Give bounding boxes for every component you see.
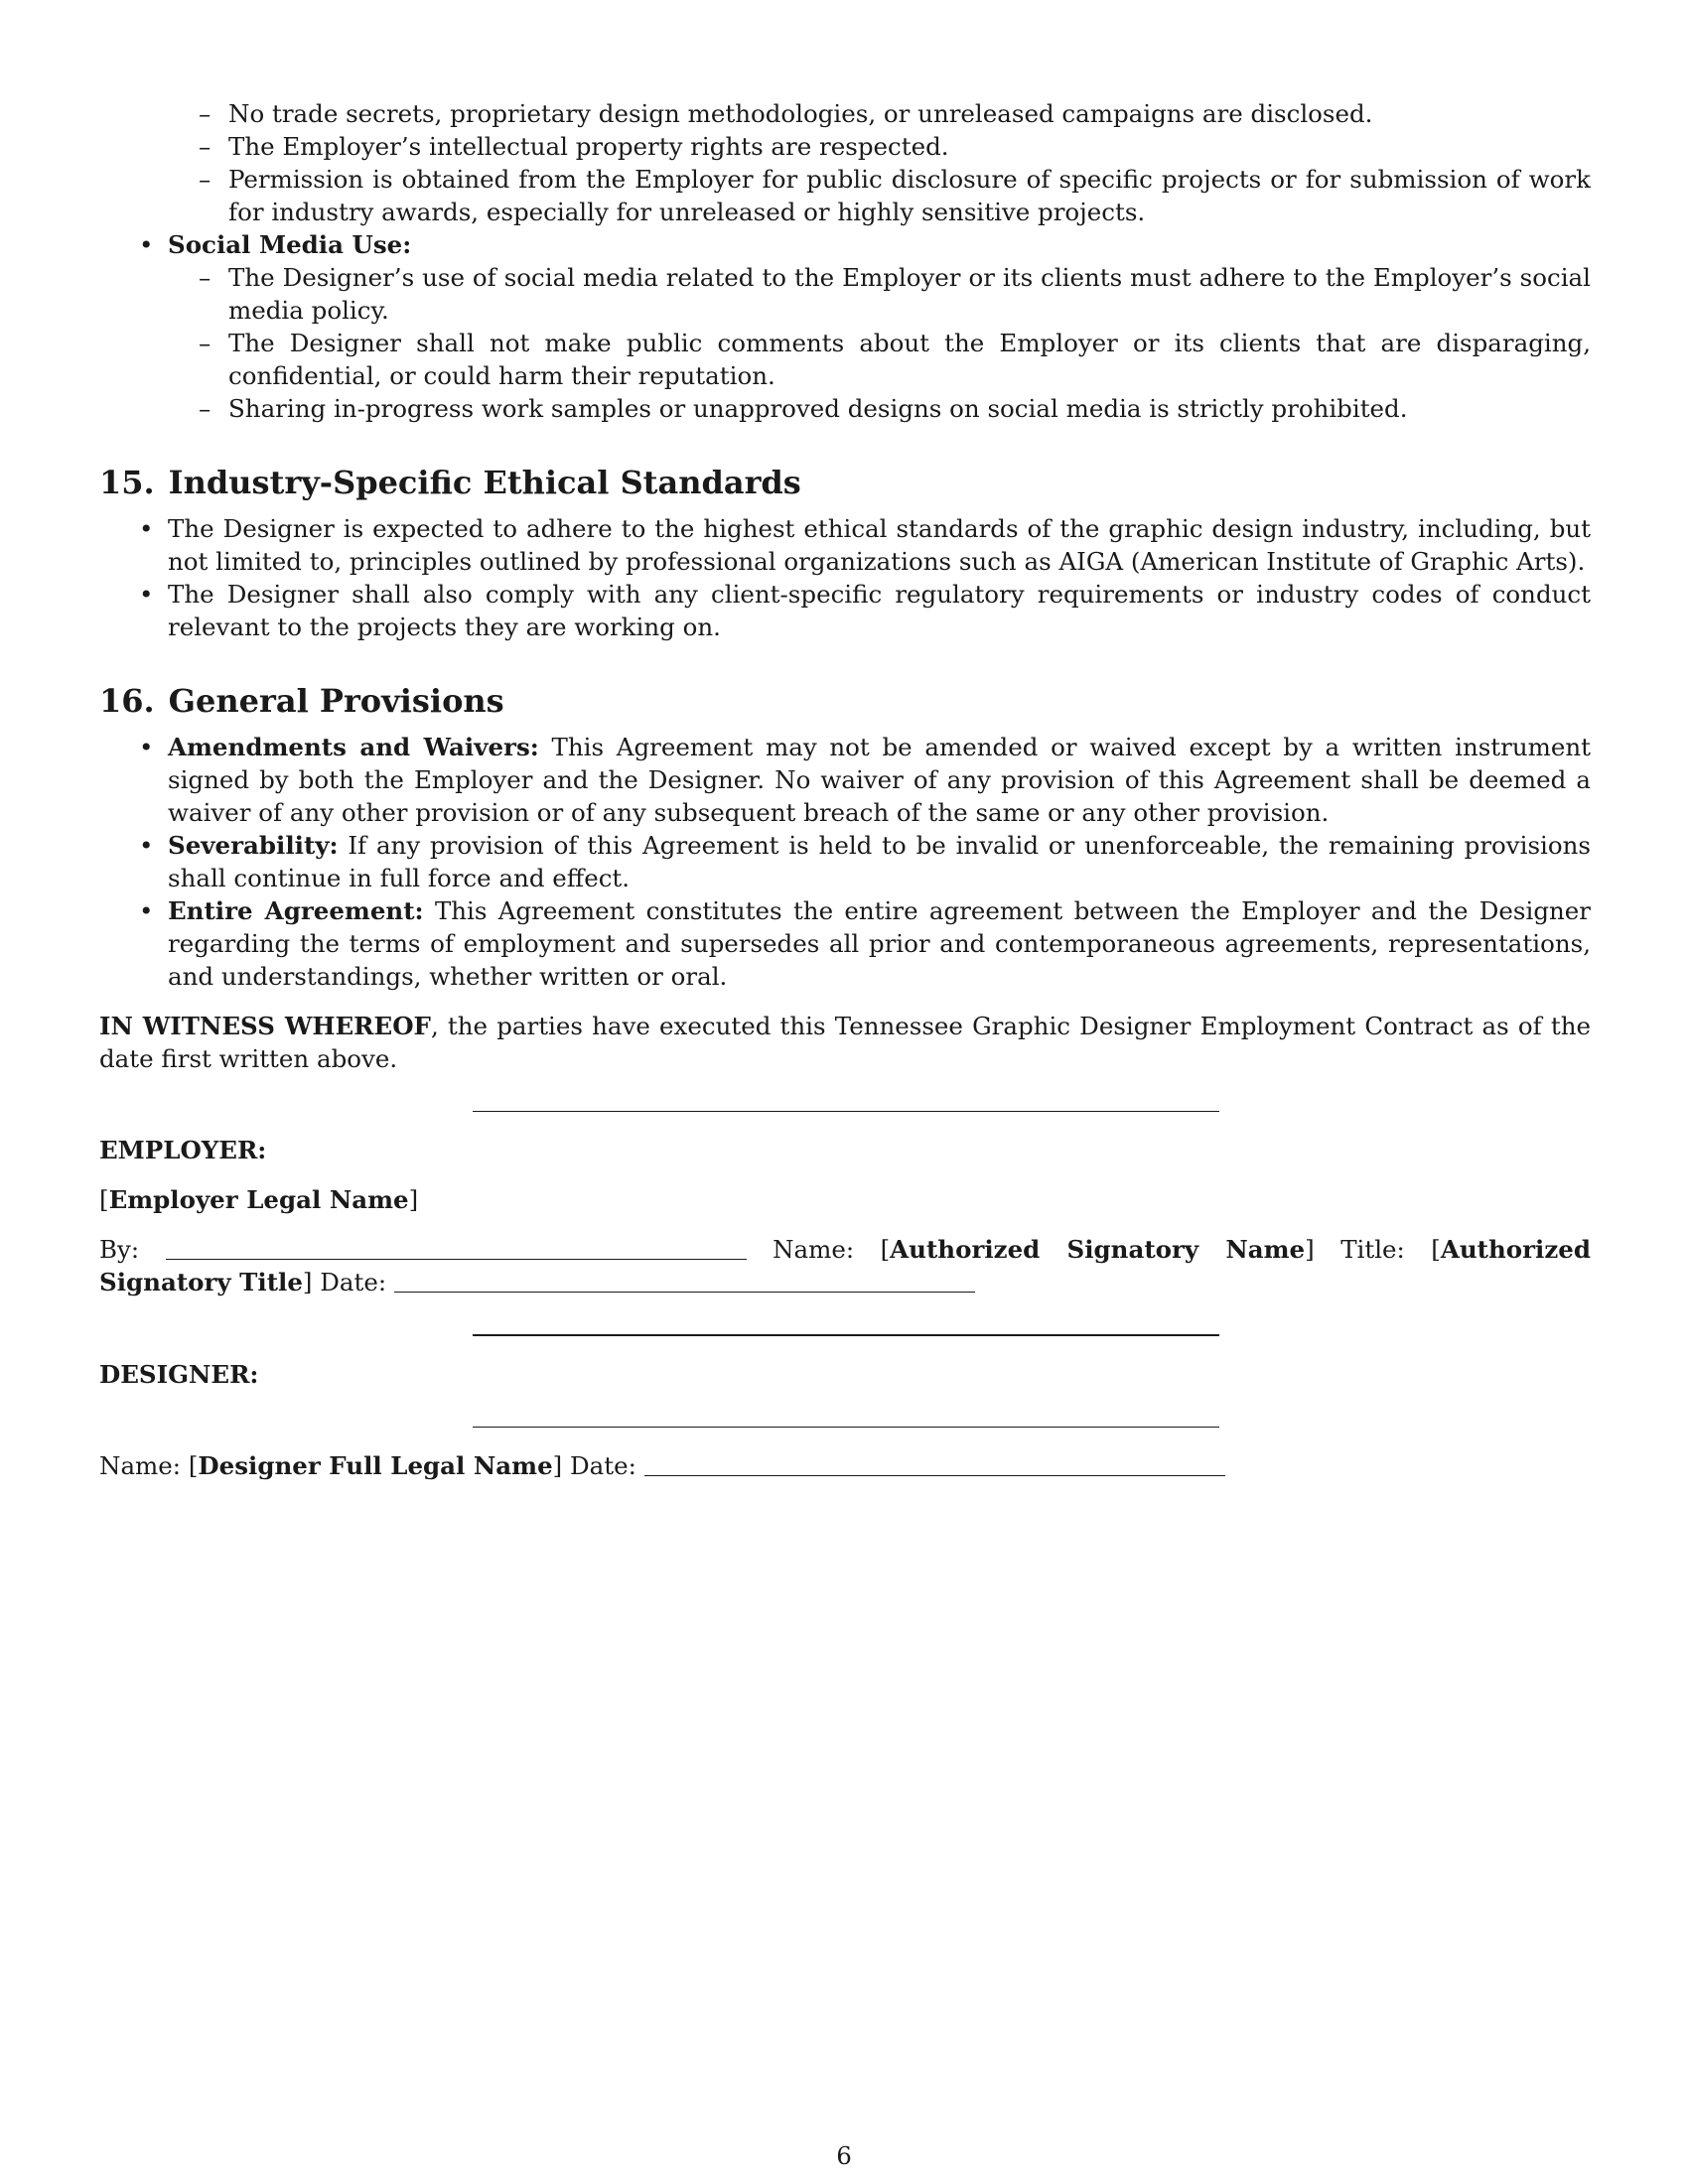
designer-heading: DESIGNER: bbox=[99, 1360, 259, 1389]
employer-signature-block: By: Name: [Authorized Signatory Name] Title: [Authorized Signatory Title] Date: bbox=[99, 1235, 1591, 1297]
witness-paragraph: IN WITNESS WHEREOF, the parties have executed this Tennessee Graphic Designer Employment Contract as of the date first written above. bbox=[99, 1012, 1591, 1073]
social-media-list bbox=[99, 261, 1591, 425]
list-item: • The Designer shall also comply with any client-specific regulatory requirements or industry codes of conduct relevant to the projects they are working on. bbox=[139, 580, 1591, 641]
document-page bbox=[99, 97, 1591, 1482]
continuation-list bbox=[99, 97, 1591, 228]
employer-legal-name: [Employer Legal Name] bbox=[99, 1185, 419, 1214]
section-16-list bbox=[99, 731, 1591, 993]
list-item: • Severability: If any provision of this Agreement is held to be invalid or unenforceable, the remaining provisions shall continue in full force and effect. bbox=[139, 831, 1591, 892]
page-number: 6 bbox=[836, 2141, 852, 2170]
signature-line bbox=[473, 1334, 1219, 1336]
list-item: – The Employer’s intellectual property rights are respected. bbox=[199, 132, 949, 161]
social-media-label: Social Media Use: bbox=[168, 230, 412, 259]
list-item: – The Designer shall not make public comments about the Employer or its clients that are disparaging, confidential, or could harm their reputation. bbox=[199, 329, 1591, 390]
employer-date-field[interactable] bbox=[394, 1291, 975, 1293]
social-media-bullet: • Social Media Use: bbox=[139, 230, 412, 259]
signature-line bbox=[473, 1111, 1219, 1112]
section-15-list bbox=[99, 512, 1591, 643]
list-item: • The Designer is expected to adhere to the highest ethical standards of the graphic design industry, including, but not limited to, principles outlined by professional organizations such as AIGA (American Institute of Graphic Arts). bbox=[139, 514, 1591, 576]
employer-heading: EMPLOYER: bbox=[99, 1136, 267, 1164]
employer-by-signature-field[interactable] bbox=[166, 1258, 747, 1260]
section-16-heading: 16. General Provisions bbox=[99, 682, 504, 720]
designer-name-block: Name: [Designer Full Legal Name] Date: bbox=[99, 1449, 1591, 1482]
list-item: – No trade secrets, proprietary design methodologies, or unreleased campaigns are disclosed. bbox=[199, 99, 1373, 128]
section-15-heading: 15. Industry-Specific Ethical Standards bbox=[99, 464, 801, 501]
designer-date-field[interactable] bbox=[644, 1474, 1225, 1476]
list-item: • Entire Agreement: This Agreement constitutes the entire agreement between the Employer and the Designer regarding the terms of employment and supersedes all prior and contemporaneous agreements, representations, and understandings, whether written or oral. bbox=[139, 896, 1591, 991]
list-item: – The Designer’s use of social media related to the Employer or its clients must adhere to the Employer’s social media policy. bbox=[199, 263, 1591, 325]
list-item: – Sharing in-progress work samples or unapproved designs on social media is strictly prohibited. bbox=[199, 394, 1408, 423]
designer-signature-line bbox=[473, 1427, 1219, 1428]
list-item: – Permission is obtained from the Employer for public disclosure of specific projects or for submission of work for industry awards, especially for unreleased or highly sensitive projects. bbox=[199, 165, 1591, 226]
list-item: • Amendments and Waivers: This Agreement may not be amended or waived except by a written instrument signed by both the Employer and the Designer. No waiver of any provision of this Agreement shall be deemed a waiver of any other provision or of any subsequent breach of the same or any other provision. bbox=[139, 733, 1591, 827]
